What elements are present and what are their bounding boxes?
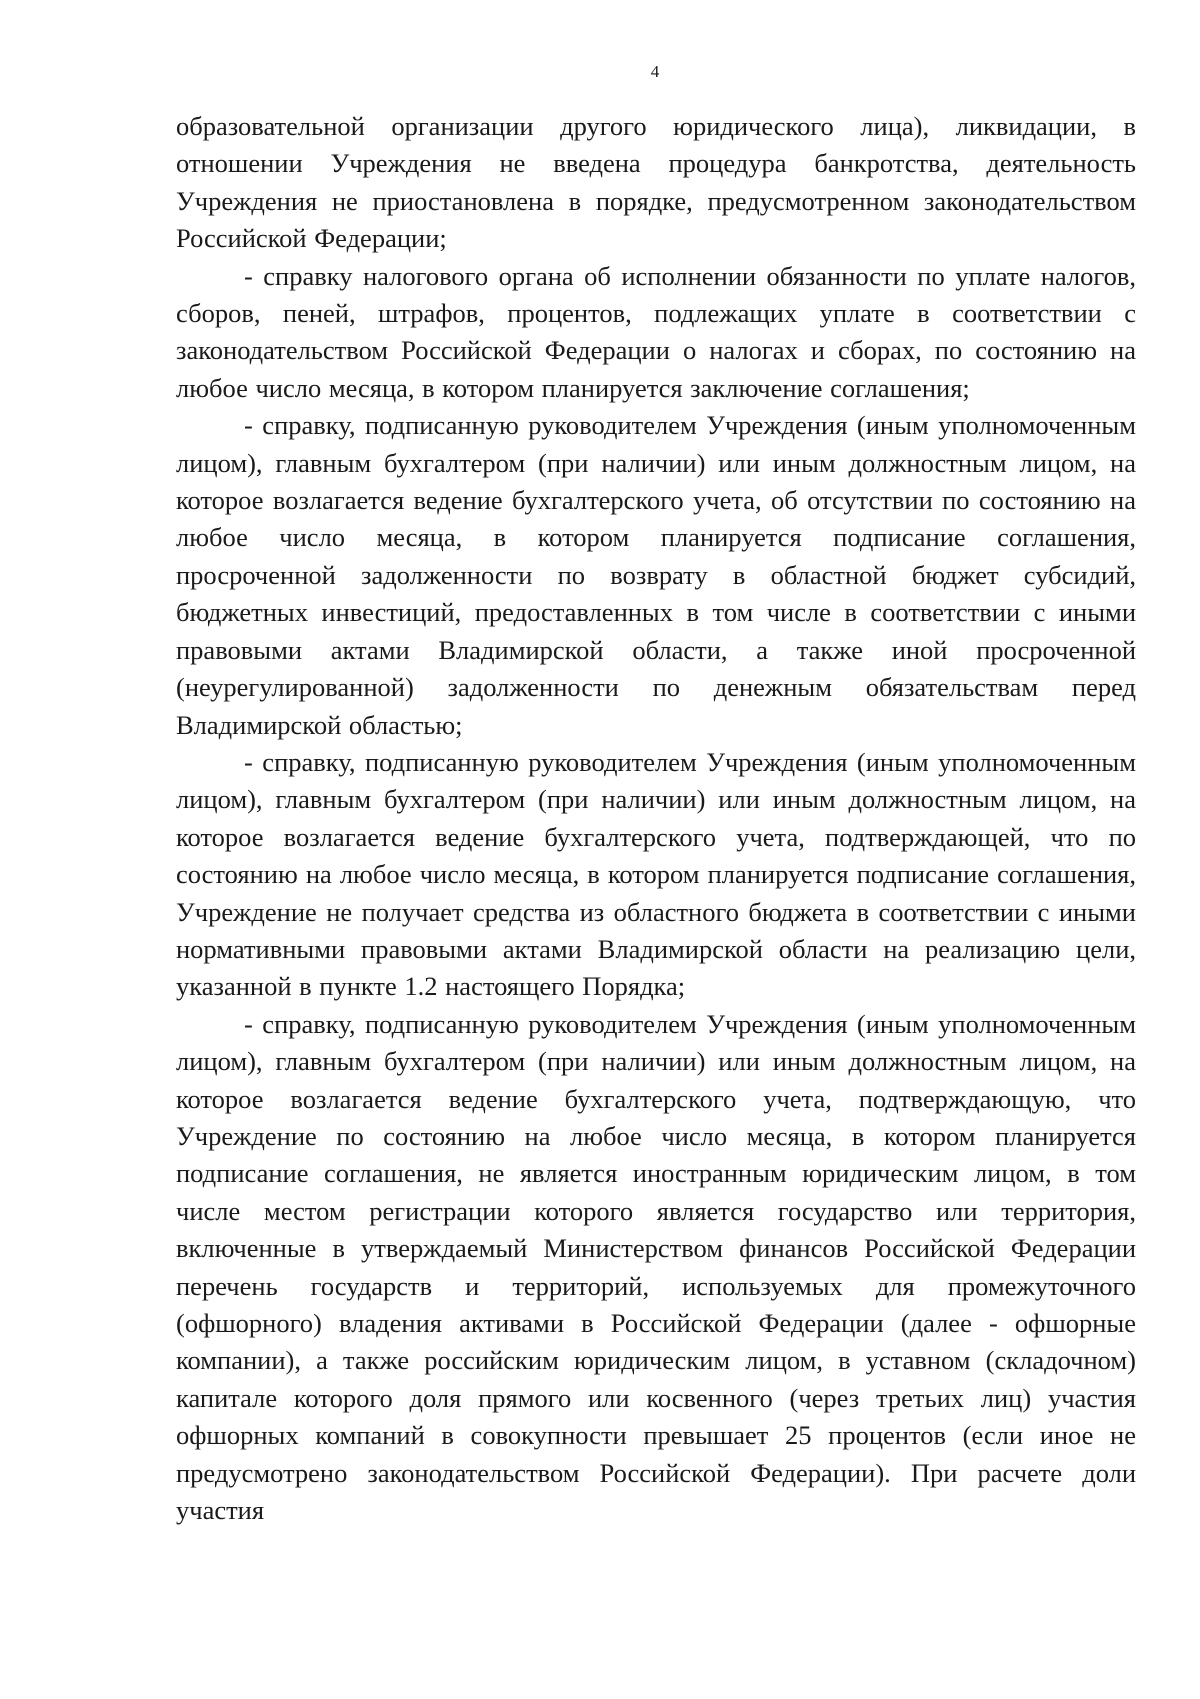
document-body (176, 108, 1136, 1529)
paragraph-not-foreign-entity: - справку, подписанную руководителем Учреждения (иным уполномоченным лицом), главным бухгалтером (при наличии) или иным должностным лицом, на которое возлагается ведение бухгалтерского учета, подтверждающую, что Учреждение по состоянию на любое число месяца, в котором планируется подписание соглашения, не является иностранным юридическим лицом, в том числе местом регистрации которого является государство или территория, включенные в утверждаемый Министерством финансов Российской Федерации перечень государств и территорий, используемых для промежуточного (офшорного) владения активами в Российской Федерации (далее - офшорные компании), а также российским юридическим лицом, в уставном (складочном) капитале которого доля прямого или косвенного (через третьих лиц) участия офшорных компаний в совокупности превышает 25 процентов (если иное не предусмотрено законодательством Российской Федерации). При расчете доли участия (176, 1008, 1136, 1526)
page-number: 4 (650, 62, 660, 81)
paragraph-no-overdue-debt: - справку, подписанную руководителем Учреждения (иным уполномоченным лицом), главным бухгалтером (при наличии) или иным должностным лицом, на которое возлагается ведение бухгалтерского учета, об отсутствии по состоянию на любое число месяца, в котором планируется подписание соглашения, просроченной задолженности по возврату в областной бюджет субсидий, бюджетных инвестиций, предоставленных в том числе в соответствии с иными правовыми актами Владимирской области, а также иной просроченной (неурегулированной) задолженности по денежным обязательствам перед Владимирской областью; (176, 410, 1136, 740)
paragraph-no-other-funds: - справку, подписанную руководителем Учреждения (иным уполномоченным лицом), главным бухгалтером (при наличии) или иным должностным лицом, на которое возлагается ведение бухгалтерского учета, подтверждающей, что по состоянию на любое число месяца, в котором планируется подписание соглашения, Учреждение не получает средства из областного бюджета в соответствии с иными нормативными правовыми актами Владимирской области на реализацию цели, указанной в пункте 1.2 настоящего Порядка; (176, 746, 1136, 1002)
paragraph-continuation: образовательной организации другого юридического лица), ликвидации, в отношении Учреждения не введена процедура банкротства, деятельность Учреждения не приостановлена в порядке, предусмотренном законодательством Российской Федерации; (176, 111, 1136, 254)
paragraph-tax-certificate: - справку налогового органа об исполнении обязанности по уплате налогов, сборов, пеней, штрафов, процентов, подлежащих уплате в соответствии с законодательством Российской Федерации о налогах и сборах, по состоянию на любое число месяца, в котором планируется заключение соглашения; (176, 260, 1136, 403)
